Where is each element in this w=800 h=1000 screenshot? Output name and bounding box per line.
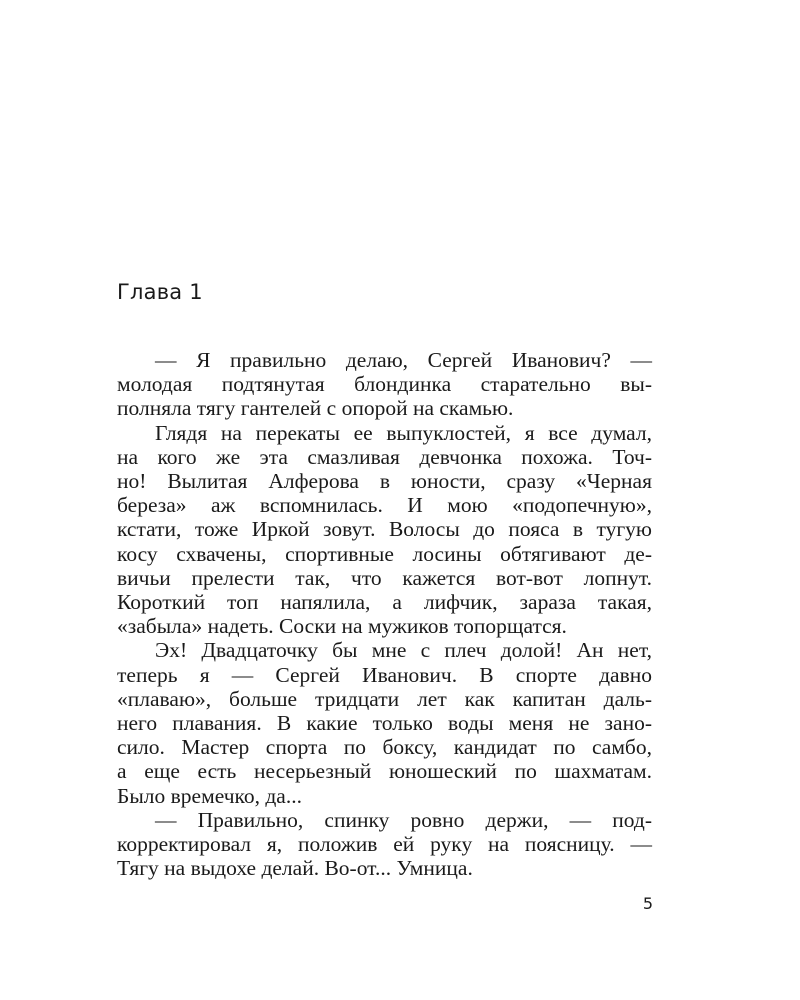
text-line: но! Вылитая Алферова в юности, сразу «Черная — [117, 469, 652, 494]
text-line: теперь я — Сергей Иванович. В спорте давно — [117, 662, 652, 687]
text-line: Эх! Двадцаточку бы мне с плеч долой! Ан нет, — [155, 638, 652, 663]
text-line: сило. Мастер спорта по боксу, кандидат по самбо, — [117, 735, 652, 760]
paragraph — [117, 348, 652, 421]
text-line: — Я правильно делаю, Сергей Иванович? — — [155, 348, 652, 372]
text-line: молодая подтянутая блондинка старательно вы- — [117, 372, 652, 397]
text-line: Было времечко, да... — [117, 783, 302, 808]
chapter-title: Глава 1 — [117, 280, 203, 304]
text-line: береза» аж вспомнилась. И мою «подопечную», — [117, 493, 652, 518]
text-line: Глядя на перекаты ее выпуклостей, я все думал, — [155, 420, 652, 445]
text-line: на кого же эта смазливая девчонка похожа. Точ- — [117, 444, 652, 469]
text-line: полняла тягу гантелей с опорой на скамью. — [117, 396, 514, 421]
paragraph — [117, 638, 652, 807]
paragraph — [117, 421, 652, 639]
body-text — [117, 348, 652, 880]
text-line: него плавания. В какие только воды меня не зано- — [117, 711, 652, 736]
text-line: «забыла» надеть. Соски на мужиков топорщатся. — [117, 614, 567, 639]
page-number: 5 — [642, 894, 653, 913]
paragraph — [117, 808, 652, 881]
text-line: косу схвачены, спортивные лосины обтягивают де- — [117, 541, 652, 566]
text-line: корректировал я, положив ей руку на поясницу. — — [117, 832, 652, 857]
text-line: Короткий топ напялила, а лифчик, зараза такая, — [117, 590, 652, 615]
text-line: а еще есть несерьезный юношеский по шахматам. — [117, 759, 652, 784]
text-line: — Правильно, спинку ровно держи, — под- — [155, 807, 652, 832]
text-line: вичьи прелести так, что кажется вот-вот лопнут. — [117, 565, 652, 590]
text-line: кстати, тоже Иркой зовут. Волосы до пояса в тугую — [117, 517, 652, 542]
text-line: Тягу на выдохе делай. Во-от... Умница. — [117, 856, 473, 881]
text-line: «плаваю», больше тридцати лет как капитан даль- — [117, 686, 652, 711]
